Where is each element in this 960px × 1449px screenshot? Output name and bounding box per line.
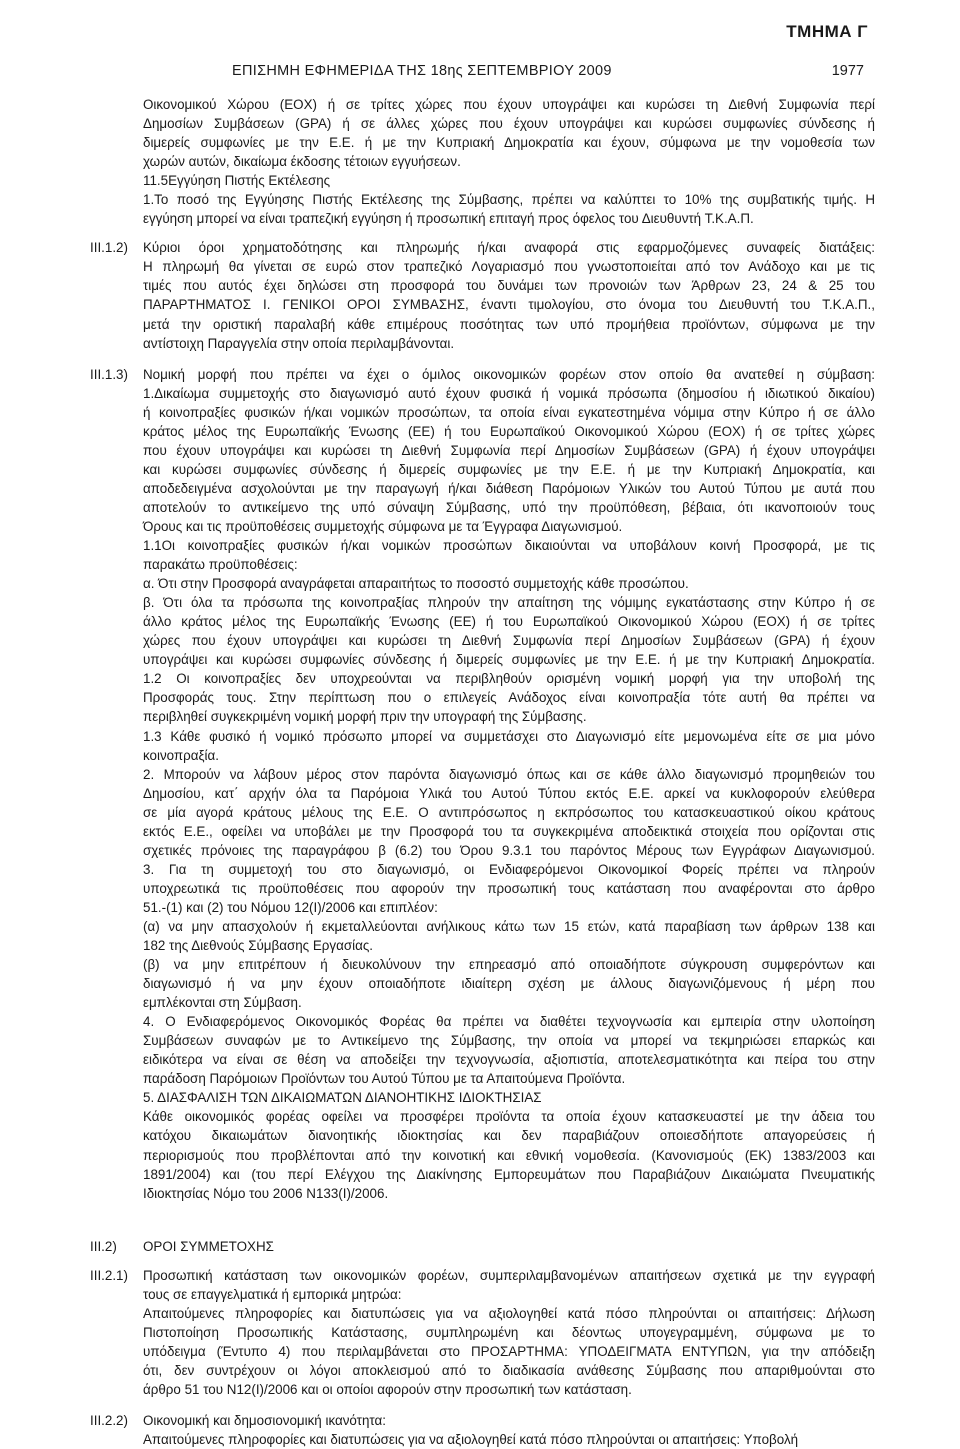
block-spacer xyxy=(90,1256,875,1266)
section-text xyxy=(143,365,875,1203)
page-number: 1977 xyxy=(831,63,864,79)
section-text xyxy=(143,95,875,228)
text-line: και κυρώσει συμφωνίες σύνδεσης ή διμερείς συμφωνίες με την Ε.Ε. ή με την Κυπριακή Δημοκρατία, και xyxy=(143,461,875,477)
text-line: χωρών αυτών, δικαίωμα έκδοσης τέτοιων εγγυήσεων. xyxy=(143,154,461,170)
text-line: ή κοινοπραξίες φυσικών ή/και νομικών προσώπων, τα οποία είναι εγκατεστημένα νόμιμα στην Κύπρο ή σε άλλο xyxy=(143,404,875,420)
text-line: που έχουν υπογράψει και κυρώσει τη Διεθνή Συμφωνία περί Δημοσίων Συμβάσεων (GPA) ή έχουν υπογράψει xyxy=(143,442,875,458)
text-line: Η πληρωμή θα γίνεται σε ευρώ στον τραπεζικό Λογαριασμό που γνωστοποιείται από τον Ανάδοχο και με τις xyxy=(143,259,875,275)
section-number xyxy=(90,95,143,228)
text-line: Προσφοράς τους. Στην περίπτωση που ο επιλεγείς Ανάδοχος είναι κοινοπραξία τότε αυτή θα πρέπει να xyxy=(143,690,875,706)
text-line: Απαιτούμενες πληροφορίες και διατυπώσεις για να αξιολογηθεί κατά πόσο πληρούνται οι απαιτήσεις: Δήλωση xyxy=(143,1305,875,1321)
text-line: ΠΑΡΑΡΤΗΜΑΤΟΣ Ι. ΓΕΝΙΚΟΙ ΟΡΟΙ ΣΥΜΒΑΣΗΣ, έναντι τιμολογίου, στο όνομα του Διευθυντή του Τ.Κ.Α.Π., xyxy=(143,297,875,313)
text-line: υπόδειγμα (Έντυπο 4) που περιλαμβάνεται στο ΠΡΟΣΑΡΤΗΜΑ: ΥΠΟΔΕΙΓΜΑΤΑ ΕΝΤΥΠΩΝ, για την απόδειξη xyxy=(143,1343,875,1359)
text-line: Ιδιοκτησίας Νόμο του 2006 Ν133(Ι)/2006. xyxy=(143,1185,389,1201)
section-text xyxy=(143,1237,875,1256)
section-block xyxy=(90,1411,875,1449)
gazette-title: ΕΠΙΣΗΜΗ ΕΦΗΜΕΡΙΔΑ ΤΗΣ 18ης ΣΕΠΤΕΜΒΡΙΟΥ 2009 xyxy=(232,63,612,79)
text-line: Οικονομική και δημοσιονομική ικανότητα: xyxy=(143,1413,386,1429)
document-body xyxy=(90,95,875,1449)
text-line: περιβληθεί συγκεκριμένη νομική μορφή πριν την υπογραφή της Σύμβασης. xyxy=(143,709,587,725)
section-block xyxy=(90,1266,875,1399)
text-line: Συμβάσεων συναφών με το Αντικείμενο της Σύμβασης, την οποία να μπορεί να τεκμηριώσει επαρκώς και xyxy=(143,1033,875,1049)
text-line: άρθρο 51 του Ν12(Ι)/2006 και οι οποίοι αφορούν στην προσωπική των κατάσταση. xyxy=(143,1382,632,1397)
text-line: Πιστοποίηση Προσωπικής Κατάστασης, συμπληρωμένη και δέοντως υπογεγραμμένη, σύμφωνα με το xyxy=(143,1324,875,1340)
text-line: (α) να μην απασχολούν ή εκμεταλλεύονται ανήλικους κάτω των 15 ετών, κατά παραβίαση των άρθρων 138 και xyxy=(143,918,875,934)
text-line: ειδικότερα να είναι σε θέση να αποδείξει την τεχνογνωσία, αξιοπιστία, αποτελεσματικότητα και πείρα του στην xyxy=(143,1052,875,1068)
text-line: παράδοση Παρόμοιων Προϊόντων του Αυτού Τύπου με τα Απαιτούμενα Προϊόντα. xyxy=(143,1071,626,1087)
text-line: σχετικές πρόνοιες της παραγράφου β (6.2) του Όρου 9.3.1 του παρόντος Μέρους των Εγγράφων Διαγωνισμού. xyxy=(143,842,875,858)
section-number: III.2) xyxy=(90,1238,117,1254)
text-line: περιορισμούς που προβλέπονται από την κοινοτική και εθνική νομοθεσία. (Κανονισμούς (ΕΚ) 1383/2003 και xyxy=(143,1147,875,1163)
text-line: 182 της Διεθνούς Σύμβασης Εργασίας. xyxy=(143,938,373,954)
section-label: ΤΜΗΜΑ Γ xyxy=(786,22,868,41)
text-line: τους σε επαγγελματικά ή εμπορικά μητρώα: xyxy=(143,1286,402,1302)
text-line: 11.5Εγγύηση Πιστής Εκτέλεσης xyxy=(143,173,331,189)
text-line: άλλο κράτος μέλος της Ευρωπαϊκής Ένωσης (ΕΕ) ή του Ευρωπαϊκού Οικονομικού Χώρου (ΕΟΧ) ή σε τρίτες xyxy=(143,614,875,630)
text-line: ΟΡΟΙ ΣΥΜΜΕΤΟΧΗΣ xyxy=(143,1238,274,1254)
text-line: Όρους και τις προϋποθέσεις συμμετοχής σύμφωνα με τα Έγγραφα Διαγωνισμού. xyxy=(143,518,623,534)
block-spacer xyxy=(90,228,875,238)
block-spacer xyxy=(90,1399,875,1411)
text-line: χώρες που έχουν υπογράψει και κυρώσει τη Διεθνή Συμφωνία περί Δημοσίων Συμβάσεων (GPA) ή έχουν xyxy=(143,633,875,649)
text-line: Προσωπική κατάσταση των οικονομικών φορέων, συμπεριλαμβανομένων απαιτήσεων σχετικά με την εγγραφή xyxy=(143,1267,875,1283)
text-line: Δημοσίου, κατ΄ αρχήν όλα τα Παρόμοια Υλικά του Αυτού Τύπου εκτός Ε.Ε. αρκεί να κυκλοφορούν ελεύθερα xyxy=(143,785,875,801)
section-number: III.1.2) xyxy=(90,240,128,256)
text-line: 2. Μπορούν να λάβουν μέρος στον παρόντα διαγωνισμό όπως και σε κάθε άλλο διαγωνισμό προμηθειών του xyxy=(143,766,875,782)
text-line: κατόχου δικαιωμάτων διανοητικής ιδιοκτησίας και δεν παραβιάζουν οποιεσδήποτε απαγορεύσεις ή xyxy=(143,1128,875,1144)
text-line: 1.Το ποσό της Εγγύησης Πιστής Εκτέλεσης της Σύμβασης, πρέπει να καλύπτει το 10% της συμβατικής τιμής. Η xyxy=(143,192,875,208)
text-line: 5. ΔΙΑΣΦΑΛΙΣΗ ΤΩΝ ΔΙΚΑΙΩΜΑΤΩΝ ΔΙΑΝΟΗΤΙΚΗΣ ΙΔΙΟΚΤΗΣΙΑΣ xyxy=(143,1090,542,1106)
text-line: διμερείς συμφωνίες με την Ε.Ε. ή με την Κυπριακή Δημοκρατία και έχουν, σύμφωνα με την νομοθεσία των xyxy=(143,135,875,151)
section-number: III.2.2) xyxy=(90,1413,128,1429)
text-line: εγγύηση μπορεί να είναι τραπεζική εγγύηση ή προσωπική επιταγή προς όφελος του Διευθυντή Τ.Κ.Α.Π. xyxy=(143,211,754,227)
section-block xyxy=(90,365,875,1203)
text-line: Νομική μορφή που πρέπει να έχει ο όμιλος οικονομικών φορέων στον οποίο θα ανατεθεί η σύμβαση: xyxy=(143,366,875,382)
text-line: υποχρεωτικά τις προϋποθέσεις που αφορούν την προσωπική τους κατάσταση που αναφέρονται στο άρθρο xyxy=(143,880,875,896)
text-line: αποτελούν το αντικείμενο της υπό σύναψη Σύμβασης, υπό την προϋπόθεση, βέβαια, ότι ικανοποιούν τους xyxy=(143,499,875,515)
text-line: διαγωνισμό ή να μην έχουν οποιαδήποτε ιδιαίτερη σχέση με άλλους διαγωνιζόμενους ή μέρη που xyxy=(143,976,875,992)
text-line: σε μία αγορά κράτους μέλους της Ε.Ε. Ο αντιπρόσωπος η εκπρόσωπος του κατασκευαστικού οίκου κράτους xyxy=(143,804,875,820)
text-line: Κάθε οικονομικός φορέας οφείλει να προσφέρει προϊόντα τα οποία έχουν κατασκευαστεί με την άδεια του xyxy=(143,1109,875,1125)
text-line: κράτος μέλος της Ευρωπαϊκής Ένωσης (ΕΕ) ή του Ευρωπαϊκού Οικονομικού Χώρου (ΕΟΧ) ή σε τρίτες χώρες xyxy=(143,423,875,439)
section-block xyxy=(90,238,875,352)
text-line: κοινοπραξία. xyxy=(143,747,219,763)
text-line: αντίστοιχη Παραγγελία στην οποία περιλαμβάνονται. xyxy=(143,335,455,351)
text-line: 1.3 Κάθε φυσικό ή νομικό πρόσωπο μπορεί να συμμετάσχει στο Διαγωνισμό είτε μεμονωμένα είτε σε μια μόνο xyxy=(143,728,875,744)
text-line: παρακάτω προϋποθέσεις: xyxy=(143,557,298,573)
text-line: 1.Δικαίωμα συμμετοχής στο διαγωνισμό αυτό έχουν φυσικά ή νομικά πρόσωπα (δημοσίου ή ιδιωτικού δικαίου) xyxy=(143,385,875,401)
text-line: εμπλέκονται στη Σύμβαση. xyxy=(143,995,302,1011)
block-spacer xyxy=(90,353,875,365)
section-block xyxy=(90,1237,875,1256)
text-line: 4. Ο Ενδιαφερόμενος Οικονομικός Φορέας θα πρέπει να διαθέτει τεχνογνωσία και εμπειρία στην υλοποίηση xyxy=(143,1014,875,1030)
text-line: ότι, δεν συντρέχουν οι λόγοι αποκλεισμού από το διαδικασία ανάθεσης Σύμβασης που απαριθμούνται στο xyxy=(143,1362,875,1378)
section-text xyxy=(143,1266,875,1399)
text-line: Οικονομικού Χώρου (ΕΟΧ) ή σε τρίτες χώρες που έχουν υπογράψει και κυρώσει τη Διεθνή Συμφωνία περί xyxy=(143,97,875,112)
text-line: 51.-(1) και (2) του Νόμου 12(Ι)/2006 και επιπλέον: xyxy=(143,899,438,915)
text-line: 3. Για τη συμμετοχή του στο διαγωνισμό, οι Ενδιαφερόμενοι Οικονομικοί Φορείς πρέπει να πληρούν xyxy=(143,861,875,877)
text-line: 1891/2004) και (του περί Ελέγχου της Διακίνησης Εμπορευμάτων που Παραβιάζουν Δικαιώματα Πνευματικής xyxy=(143,1166,875,1182)
section-text xyxy=(143,238,875,352)
text-line: 1.2 Οι κοινοπραξίες δεν υποχρεούνται να περιβληθούν ορισμένη νομική μορφή για την υποβολή της xyxy=(143,671,875,687)
block-spacer xyxy=(90,1203,875,1237)
text-line: τιμές που αυτός έχει δηλώσει στη προσφορά του δυνάμει των προνοιών των Άρθρων 23, 24 & 25 του xyxy=(143,278,875,294)
text-line: εκτός Ε.Ε., οφείλει να υποβάλει με την Προσφορά του τα συγκεκριμένα αποδεικτικά στοιχεία που ορίζονται στις xyxy=(143,823,875,839)
text-line: αποδεδειγμένα ασχολούνται με την παραγωγή ή/και διάθεση Παρόμοιων Υλικών του Αυτού Τύπου με αυτά που xyxy=(143,480,875,496)
text-line: (β) να μην επιτρέπουν ή διευκολύνουν την επηρεασμό από οποιαδήποτε σύγκρουση συμφερόντων και xyxy=(143,957,875,973)
text-line: υπογράψει και κυρώσει συμφωνίες σύνδεσης ή διμερείς συμφωνίες με την Ε.Ε. ή με την Κυπριακή Δημοκρατία. xyxy=(143,652,875,668)
section-number: III.2.1) xyxy=(90,1267,128,1283)
text-line: Δημοσίων Συμβάσεων (GPA) ή σε άλλες χώρες που έχουν υπογράψει και κυρώσει συμφωνίες σύνδεσης ή xyxy=(143,116,875,132)
section-text xyxy=(143,1411,875,1449)
text-line: μετά την οριστική παραλαβή κάθε επιμέρους ποσότητας των υπό προμήθεια προϊόντων, σύμφωνα με την xyxy=(143,316,875,332)
section-block xyxy=(90,95,875,228)
text-line: Απαιτούμενες πληροφορίες και διατυπώσεις για να αξιολογηθεί κατά πόσο πληρούνται οι απαιτήσεις: Υποβολή xyxy=(143,1432,799,1448)
text-line: Κύριοι όροι χρηματοδότησης και πληρωμής ή/και αναφορά στις εφαρμοζόμενες συναφείς διατάξεις: xyxy=(143,240,875,256)
text-line: α. Ότι στην Προσφορά αναγράφεται απαραιτήτως το ποσοστό συμμετοχής κάθε προσώπου. xyxy=(143,576,689,592)
text-line: β. Ότι όλα τα πρόσωπα της κοινοπραξίας πληρούν την απαίτηση της νόμιμης εγκατάστασης στην Κύπρο ή σε xyxy=(143,595,875,611)
text-line: 1.1Οι κοινοπραξίες φυσικών ή/και νομικών προσώπων δικαιούνται να υποβάλουν κοινή Προσφορά, με τις xyxy=(143,538,875,554)
section-number: III.1.3) xyxy=(90,366,128,382)
